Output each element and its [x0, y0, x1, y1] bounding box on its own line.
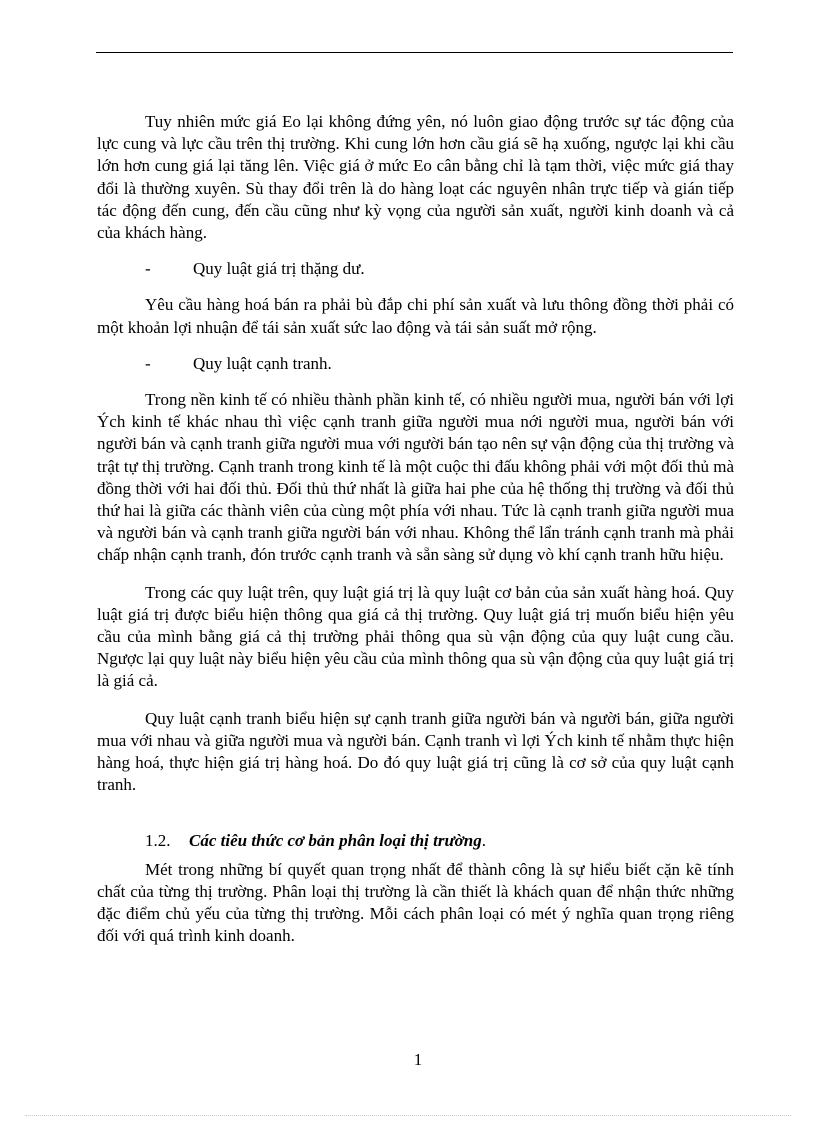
bullet-text: Quy luật giá trị thặng dư. [193, 259, 365, 279]
bullet-text: Quy luật cạnh tranh. [193, 353, 332, 373]
section-number: 1.2. [145, 831, 171, 851]
page-number: 1 [413, 1050, 423, 1069]
paragraph-surplus-value: Yêu cầu hàng hoá bán ra phải bù đắp chi phí sản xuất và lưu thông đồng thời phải có một khoản lợi nhuận để tái sản xuất sức lao động và tái sản suất mở rộng. [97, 295, 734, 337]
section-heading [97, 830, 734, 852]
bullet-dash: - [145, 353, 151, 373]
paragraph-market-classification: Mét trong những bí quyết quan trọng nhất để thành công là sự hiểu biết cặn kẽ tính chất của từng thị trường. Phân loại thị trường là cần thiết là khách quan để nhận thức những đặc điểm chủ yếu của từng thị trường. Mỗi cách phân loại có mét ý nghĩa quan trọng riêng đối với quá trình kinh doanh. [97, 859, 734, 946]
bullet-surplus-value-law [97, 258, 734, 280]
section-title: Các tiêu thức cơ bản phân loại thị trường [189, 831, 482, 851]
paragraph-value-law: Trong các quy luật trên, quy luật giá trị là quy luật cơ bản của sản xuất hàng hoá. Quy luật giá trị được biểu hiện thông qua giá cả thị trường. Quy luật giá trị muốn biểu hiện yêu cầu của mình bằng giá cả thị trường phải thông qua sù vận động của quy luật cung cầu. Ngược lại quy luật này biểu hiện yêu cầu của mình thông qua sù vận động của quy luật giá trị là giá cả. [97, 582, 734, 691]
page-bottom-border [25, 1115, 791, 1116]
bullet-competition-law [97, 353, 734, 375]
paragraph-price-fluctuation: Tuy nhiên mức giá Eo lại không đứng yên, nó luôn giao động trước sự tác động của lực cung và lực cầu trên thị trường. Khi cung lớn hơn cầu giá sẽ hạ xuống, ngược lại khi cầu lớn hơn cung giá lại tăng lên. Việc giá ở mức Eo cân bằng chỉ là tạm thời, việc mức giá thay đổi là thường xuyên. Sù thay đổi trên là do hàng loạt các nguyên nhân trực tiếp và gián tiếp tác động đến cung, đến cầu cũng như kỳ vọng của người sản xuất, người kinh doanh và cả của khách hàng. [97, 112, 734, 243]
header-rule [96, 52, 733, 53]
paragraph-competition-expression: Quy luật cạnh tranh biểu hiện sự cạnh tranh giữa người bán và người bán, giữa người mua với nhau và giữa người mua và người bán. Cạnh tranh vì lợi Ých kinh tế nhằm thực hiện hàng hoá, thực hiện giá trị hàng hoá. Do đó quy luật giá trị cũng là cơ sở của quy luật cạnh tranh. [97, 708, 734, 795]
bullet-dash: - [145, 259, 151, 279]
paragraph-competition: Trong nền kinh tế có nhiều thành phần kinh tế, có nhiều người mua, người bán với lợi Ých kinh tế khác nhau thì việc cạnh tranh giữa người mua nới người mua, người bán với người bán và cạnh tranh giữa người mua với người bán tạo nên sự vận động của thị trường và trật tự thị trường. Cạnh tranh trong kinh tế là một cuộc thi đấu không phải với một đối thủ mà đồng thời với hai đối thủ. Đối thủ thứ nhất là giữa hai phe của hệ thống thị trường và đối thủ thứ hai là giữa các thành viên của cùng một phía với nhau. Tức là cạnh tranh giữa người mua và người bán và cạnh tranh giữa người bán với nhau. Không thể lẩn tránh cạnh tranh mà phải chấp nhận cạnh tranh, đón trước cạnh tranh và sẵn sàng sử dụng vò khí cạnh tranh hữu hiệu. [97, 390, 735, 565]
section-title-period: . [481, 831, 486, 851]
page-body [97, 111, 734, 948]
